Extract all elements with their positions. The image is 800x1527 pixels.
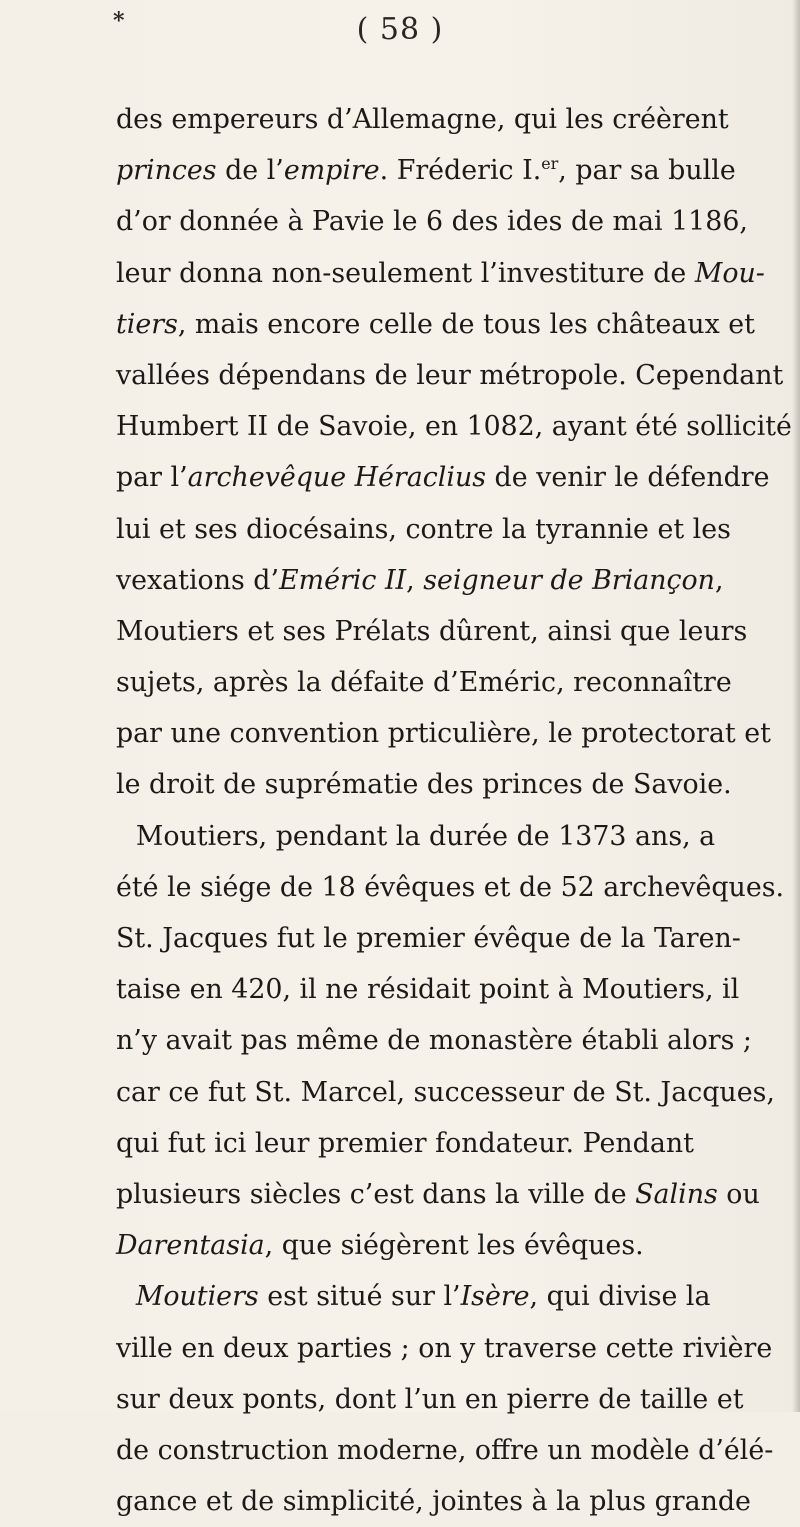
text-line <box>116 401 790 452</box>
text-segment: , qui divise la <box>529 1281 711 1313</box>
italic-text: archevêque Héraclius <box>187 462 487 494</box>
page-asterisk: * <box>113 8 125 34</box>
text-segment: St. Jacques fut le premier évêque de la Taren- <box>116 923 741 954</box>
text-segment: , que siégèrent les évêques. <box>264 1230 644 1262</box>
text-segment: sur deux ponts, dont l’un en pierre de taille et <box>116 1383 744 1415</box>
text-line <box>116 1015 792 1066</box>
text-segment: taise en 420, il ne résidait point à Moutiers, il <box>116 974 740 1006</box>
italic-text: princes <box>116 155 217 187</box>
text-line <box>116 94 792 145</box>
text-line <box>116 913 792 964</box>
italic-text: seigneur de Briançon <box>423 564 715 596</box>
text-segment: plusieurs siècles c’est dans la ville de <box>116 1178 636 1210</box>
text-segment: Moutiers, pendant la durée de 1373 ans, a <box>135 820 716 852</box>
italic-text: Isère <box>460 1281 530 1313</box>
text-segment: de construction moderne, offre un modèle d’élé- <box>116 1434 774 1466</box>
italic-text: Moutiers <box>135 1281 259 1313</box>
text-line <box>116 350 792 401</box>
text-line <box>116 811 792 862</box>
text-segment: le droit de suprématie des princes de Savoie. <box>116 769 732 801</box>
page-edge-shadow <box>792 0 800 1412</box>
text-line <box>116 1271 792 1322</box>
text-segment: car ce fut St. Marcel, successeur de St. Jacques, <box>116 1076 775 1108</box>
text-segment: Moutiers et ses Prélats dûrent, ainsi que leurs <box>116 615 748 647</box>
text-segment: , par sa bulle <box>558 155 736 187</box>
text-segment: ville en deux parties ; on y traverse cette rivière <box>116 1332 773 1364</box>
text-segment: ou <box>717 1178 760 1210</box>
italic-text: Salins <box>635 1178 718 1210</box>
text-line <box>116 555 792 606</box>
text-line <box>116 1374 792 1425</box>
text-line <box>116 504 792 555</box>
page-number-header: ( 58 ) <box>356 12 444 47</box>
text-segment: qui fut ici leur premier fondateur. Pendant <box>116 1127 694 1159</box>
text-line <box>116 1323 792 1374</box>
text-segment: des empereurs d’Allemagne, qui les créèrent <box>116 104 729 135</box>
text-segment: de venir le défendre <box>486 462 770 494</box>
text-segment: . Fréderic I. <box>379 155 542 187</box>
text-segment: est situé sur l’ <box>258 1281 461 1313</box>
text-segment: Humbert II de Savoie, en 1082, ayant été sollicité <box>116 411 792 443</box>
text-segment: sujets, après la défaite d’Eméric, reconnaître <box>116 667 732 699</box>
italic-text: Eméric II <box>279 564 407 596</box>
text-line <box>116 1169 792 1220</box>
text-line <box>116 145 792 196</box>
text-line <box>116 964 792 1015</box>
superscript-text: er <box>541 154 559 174</box>
italic-text: Darentasia <box>116 1230 265 1262</box>
text-segment: lui et ses diocésains, contre la tyrannie et les <box>116 513 731 545</box>
text-segment: , <box>714 564 724 596</box>
italic-text: empire <box>283 155 380 187</box>
text-segment: été le siége de 18 évêques et de 52 archevêques. <box>116 871 785 903</box>
italic-text: Mou- <box>694 257 765 289</box>
text-line <box>116 196 792 247</box>
text-line <box>116 452 792 503</box>
text-line <box>116 708 792 759</box>
text-segment: par l’ <box>116 462 188 494</box>
text-segment: , <box>406 564 424 596</box>
text-segment: gance et de simplicité, jointes à la plus grande <box>116 1486 751 1518</box>
text-line <box>116 1425 792 1476</box>
text-segment: par une convention prticulière, le protectorat et <box>116 718 771 750</box>
text-segment: leur donna non-seulement l’investiture de <box>116 257 695 289</box>
body-text <box>116 94 796 1527</box>
text-line <box>116 862 792 913</box>
text-segment: vallées dépendans de leur métropole. Cependant <box>116 359 784 391</box>
text-segment: de l’ <box>216 155 284 187</box>
text-segment: d’or donnée à Pavie le 6 des ides de mai 1186, <box>116 206 748 238</box>
text-line <box>116 248 792 299</box>
text-line <box>116 1067 792 1118</box>
text-line <box>116 1476 792 1527</box>
text-line <box>116 299 792 350</box>
text-line <box>116 657 792 708</box>
text-segment: vexations d’ <box>116 564 280 596</box>
italic-text: tiers <box>116 308 178 340</box>
text-segment: , mais encore celle de tous les châteaux et <box>177 308 755 340</box>
text-line <box>116 606 792 657</box>
text-segment: n’y avait pas même de monastère établi alors ; <box>116 1025 752 1057</box>
text-line <box>116 759 792 810</box>
text-line <box>116 1220 792 1271</box>
text-line <box>116 1118 792 1169</box>
